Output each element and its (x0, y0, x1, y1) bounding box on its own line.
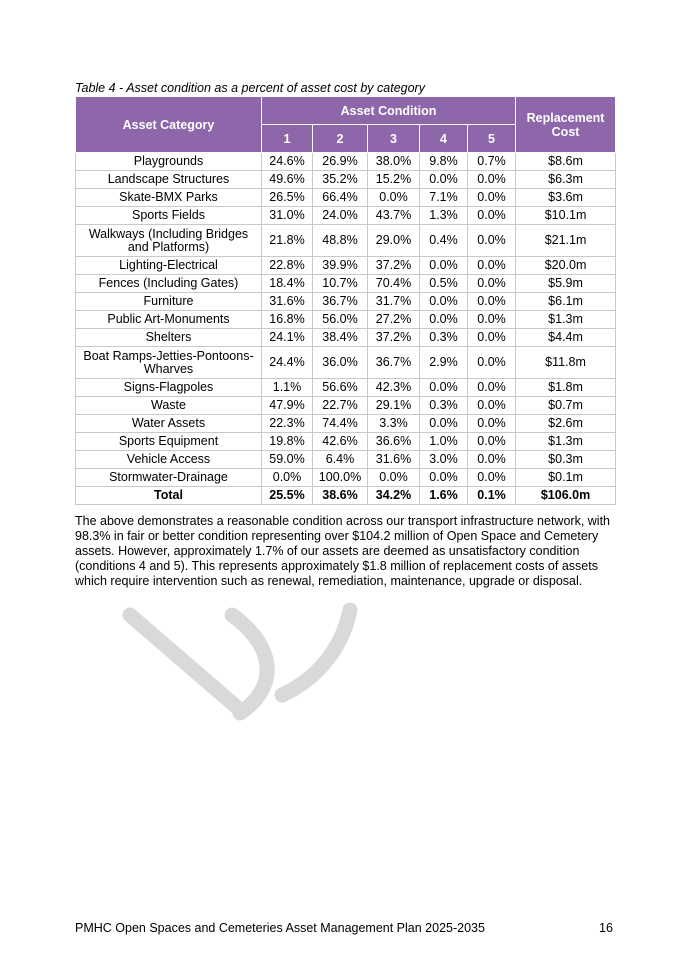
footer-document-title: PMHC Open Spaces and Cemeteries Asset Management Plan 2025-2035 (75, 921, 485, 935)
row-category: Stormwater-Drainage (76, 469, 262, 487)
cell-condition-5: 0.0% (468, 171, 516, 189)
cell-condition-2: 74.4% (313, 415, 368, 433)
cell-condition-2: 6.4% (313, 451, 368, 469)
cell-condition-4: 0.5% (420, 275, 468, 293)
cell-condition-1: 22.8% (262, 257, 313, 275)
cell-replacement-cost: $21.1m (516, 225, 616, 257)
cell-condition-3: 36.6% (368, 433, 420, 451)
cell-condition-4: 1.3% (420, 207, 468, 225)
total-label: Total (76, 487, 262, 505)
cell-condition-3: 31.6% (368, 451, 420, 469)
cell-condition-2: 24.0% (313, 207, 368, 225)
row-category: Boat Ramps-Jetties-Pontoons-Wharves (76, 347, 262, 379)
cell-condition-4: 0.0% (420, 257, 468, 275)
total-condition-3: 34.2% (368, 487, 420, 505)
cell-condition-3: 38.0% (368, 153, 420, 171)
cell-condition-2: 38.4% (313, 329, 368, 347)
cell-condition-3: 43.7% (368, 207, 420, 225)
cell-condition-1: 59.0% (262, 451, 313, 469)
cell-condition-4: 0.0% (420, 469, 468, 487)
row-category: Vehicle Access (76, 451, 262, 469)
cell-condition-1: 26.5% (262, 189, 313, 207)
cell-condition-1: 24.4% (262, 347, 313, 379)
cell-condition-1: 18.4% (262, 275, 313, 293)
header-condition-2: 2 (313, 125, 368, 153)
table-row (76, 293, 616, 311)
cell-replacement-cost: $5.9m (516, 275, 616, 293)
table-row (76, 189, 616, 207)
cell-condition-1: 19.8% (262, 433, 313, 451)
cell-condition-1: 31.6% (262, 293, 313, 311)
cell-condition-2: 35.2% (313, 171, 368, 189)
cell-condition-2: 100.0% (313, 469, 368, 487)
cell-replacement-cost: $0.1m (516, 469, 616, 487)
cell-condition-4: 1.0% (420, 433, 468, 451)
cell-condition-2: 10.7% (313, 275, 368, 293)
cell-condition-2: 48.8% (313, 225, 368, 257)
cell-replacement-cost: $4.4m (516, 329, 616, 347)
table-row (76, 225, 616, 257)
cell-condition-5: 0.0% (468, 293, 516, 311)
table-row (76, 397, 616, 415)
cell-condition-2: 22.7% (313, 397, 368, 415)
cell-condition-1: 47.9% (262, 397, 313, 415)
cell-condition-4: 7.1% (420, 189, 468, 207)
row-category: Water Assets (76, 415, 262, 433)
row-category: Sports Equipment (76, 433, 262, 451)
table-row (76, 257, 616, 275)
cell-condition-5: 0.0% (468, 207, 516, 225)
cell-replacement-cost: $8.6m (516, 153, 616, 171)
cell-replacement-cost: $20.0m (516, 257, 616, 275)
cell-condition-4: 0.0% (420, 415, 468, 433)
row-category: Signs-Flagpoles (76, 379, 262, 397)
cell-condition-5: 0.0% (468, 329, 516, 347)
cell-replacement-cost: $0.7m (516, 397, 616, 415)
cell-condition-1: 22.3% (262, 415, 313, 433)
summary-paragraph: The above demonstrates a reasonable condition across our transport infrastructure network, with 98.3% in fair or better condition representing over $104.2 million of Open Space and Cemetery assets. However, approximately 1.7% of our assets are deemed as unsatisfactory condition (conditions 4 and 5). This represents approximately $1.8 million of replacement costs of assets which require intervention such as renewal, remediation, maintenance, upgrade or disposal. (75, 514, 610, 588)
table-row (76, 379, 616, 397)
cell-condition-2: 56.6% (313, 379, 368, 397)
row-category: Waste (76, 397, 262, 415)
cell-replacement-cost: $11.8m (516, 347, 616, 379)
cell-condition-3: 0.0% (368, 469, 420, 487)
cell-condition-3: 29.1% (368, 397, 420, 415)
cell-condition-2: 66.4% (313, 189, 368, 207)
total-condition-4: 1.6% (420, 487, 468, 505)
cell-condition-3: 36.7% (368, 347, 420, 379)
row-category: Lighting-Electrical (76, 257, 262, 275)
table-row (76, 329, 616, 347)
cell-condition-3: 15.2% (368, 171, 420, 189)
cell-condition-2: 26.9% (313, 153, 368, 171)
table-row (76, 207, 616, 225)
row-category: Walkways (Including Bridges and Platforms) (76, 225, 262, 257)
total-condition-2: 38.6% (313, 487, 368, 505)
row-category: Shelters (76, 329, 262, 347)
table-row (76, 153, 616, 171)
cell-condition-4: 0.0% (420, 293, 468, 311)
table-row (76, 433, 616, 451)
cell-condition-3: 3.3% (368, 415, 420, 433)
cell-condition-4: 0.0% (420, 311, 468, 329)
header-asset-condition: Asset Condition (262, 97, 516, 125)
row-category: Furniture (76, 293, 262, 311)
header-replacement-cost: Replacement Cost (516, 97, 616, 153)
cell-condition-5: 0.0% (468, 379, 516, 397)
cell-replacement-cost: $3.6m (516, 189, 616, 207)
row-category: Playgrounds (76, 153, 262, 171)
cell-condition-5: 0.0% (468, 451, 516, 469)
cell-condition-1: 49.6% (262, 171, 313, 189)
cell-condition-3: 27.2% (368, 311, 420, 329)
cell-replacement-cost: $0.3m (516, 451, 616, 469)
total-condition-1: 25.5% (262, 487, 313, 505)
table-caption: Table 4 - Asset condition as a percent of asset cost by category (75, 81, 425, 95)
cell-replacement-cost: $1.3m (516, 433, 616, 451)
cell-condition-2: 39.9% (313, 257, 368, 275)
cell-condition-4: 0.4% (420, 225, 468, 257)
header-condition-3: 3 (368, 125, 420, 153)
cell-condition-5: 0.0% (468, 257, 516, 275)
table-row (76, 415, 616, 433)
cell-condition-1: 0.0% (262, 469, 313, 487)
cell-condition-3: 37.2% (368, 329, 420, 347)
cell-condition-5: 0.0% (468, 225, 516, 257)
page-number: 16 (599, 921, 613, 935)
draft-watermark (110, 595, 370, 735)
cell-condition-3: 70.4% (368, 275, 420, 293)
table-row (76, 451, 616, 469)
cell-condition-5: 0.0% (468, 433, 516, 451)
asset-condition-table (75, 96, 616, 505)
total-replacement-cost: $106.0m (516, 487, 616, 505)
header-condition-1: 1 (262, 125, 313, 153)
cell-condition-5: 0.0% (468, 415, 516, 433)
cell-condition-3: 42.3% (368, 379, 420, 397)
cell-condition-5: 0.7% (468, 153, 516, 171)
table-row (76, 347, 616, 379)
cell-condition-1: 31.0% (262, 207, 313, 225)
row-category: Landscape Structures (76, 171, 262, 189)
cell-condition-1: 1.1% (262, 379, 313, 397)
cell-condition-1: 24.6% (262, 153, 313, 171)
cell-condition-4: 3.0% (420, 451, 468, 469)
cell-condition-1: 24.1% (262, 329, 313, 347)
table-row (76, 171, 616, 189)
header-condition-5: 5 (468, 125, 516, 153)
table-row (76, 311, 616, 329)
cell-condition-4: 0.0% (420, 171, 468, 189)
cell-condition-2: 42.6% (313, 433, 368, 451)
header-asset-category: Asset Category (76, 97, 262, 153)
cell-replacement-cost: $2.6m (516, 415, 616, 433)
cell-condition-2: 56.0% (313, 311, 368, 329)
cell-condition-4: 0.3% (420, 329, 468, 347)
cell-condition-4: 0.0% (420, 379, 468, 397)
cell-replacement-cost: $1.3m (516, 311, 616, 329)
cell-condition-4: 0.3% (420, 397, 468, 415)
cell-condition-3: 37.2% (368, 257, 420, 275)
row-category: Fences (Including Gates) (76, 275, 262, 293)
row-category: Skate-BMX Parks (76, 189, 262, 207)
cell-replacement-cost: $6.1m (516, 293, 616, 311)
cell-condition-5: 0.0% (468, 469, 516, 487)
table-row (76, 469, 616, 487)
cell-condition-4: 9.8% (420, 153, 468, 171)
cell-replacement-cost: $6.3m (516, 171, 616, 189)
cell-condition-5: 0.0% (468, 397, 516, 415)
cell-condition-3: 31.7% (368, 293, 420, 311)
total-condition-5: 0.1% (468, 487, 516, 505)
cell-replacement-cost: $1.8m (516, 379, 616, 397)
cell-condition-1: 16.8% (262, 311, 313, 329)
cell-condition-5: 0.0% (468, 347, 516, 379)
cell-condition-1: 21.8% (262, 225, 313, 257)
cell-condition-3: 0.0% (368, 189, 420, 207)
row-category: Sports Fields (76, 207, 262, 225)
cell-condition-5: 0.0% (468, 275, 516, 293)
cell-condition-2: 36.0% (313, 347, 368, 379)
cell-replacement-cost: $10.1m (516, 207, 616, 225)
cell-condition-5: 0.0% (468, 311, 516, 329)
row-category: Public Art-Monuments (76, 311, 262, 329)
cell-condition-4: 2.9% (420, 347, 468, 379)
table-row (76, 275, 616, 293)
cell-condition-5: 0.0% (468, 189, 516, 207)
total-row (76, 487, 616, 505)
header-condition-4: 4 (420, 125, 468, 153)
cell-condition-3: 29.0% (368, 225, 420, 257)
cell-condition-2: 36.7% (313, 293, 368, 311)
